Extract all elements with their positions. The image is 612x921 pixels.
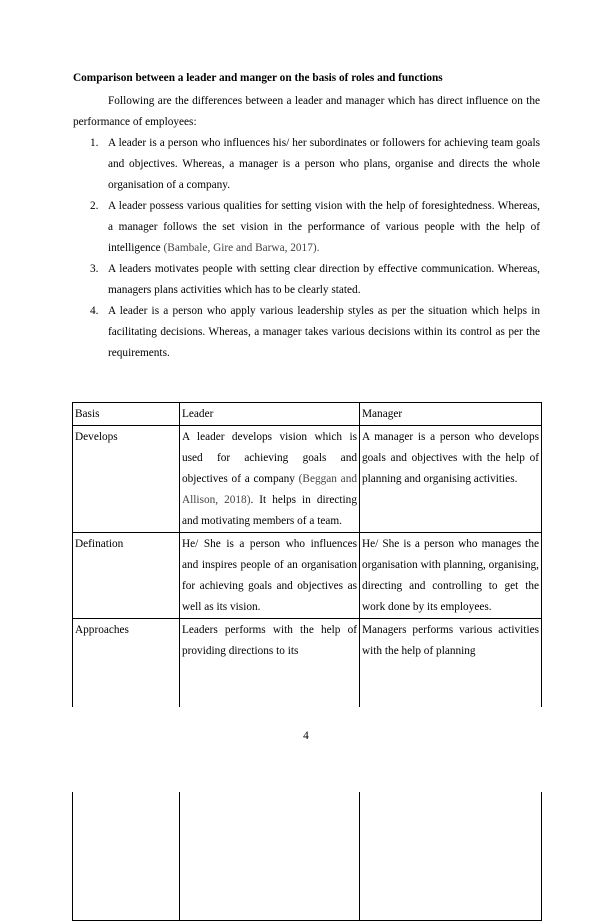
basis-cell: Approaches [73,619,180,921]
leader-text: A leader develops vision which is used for achieving goals and objectives of a company [182,431,357,485]
header-leader: Leader [180,403,360,426]
list-number: 3. [90,263,99,275]
list-item [73,301,540,364]
leader-cell: He/ She is a person who influences and inspires people of an organisation for achieving goals and objectives as well as its vision. [180,533,360,619]
list-item [73,259,540,301]
manager-cell: A manager is a person who develops goals and objectives with the help of planning and organising activities. [360,426,542,533]
differences-list [73,133,540,364]
list-number: 2. [90,200,99,212]
list-item-text: A leader possess various qualities for setting vision with the help of foresightedness. Whereas, a manager follows the set vision in the performance of various people with the help of intelligence [108,200,540,254]
page-bottom-margin [0,707,612,792]
list-number: 1. [90,137,99,149]
list-item-text: A leader is a person who apply various leadership styles as per the situation which helps in facilitating decisions. Whereas, a manager takes various decisions within its control as per the requirements. [108,305,540,359]
leader-cell [180,426,360,533]
page-number: 4 [303,730,309,742]
list-number: 4. [90,305,99,317]
citation: (Bambale, Gire and Barwa, 2017). [163,242,320,254]
manager-cell: He/ She is a person who manages the organisation with planning, organising, directing and controlling to get the work done by its employees. [360,533,542,619]
citation: (Beggan and Allison, 2018) [182,473,357,506]
table-row [73,533,542,619]
basis-cell: Defination [73,533,180,619]
list-item [73,133,540,196]
header-manager: Manager [360,403,542,426]
comparison-table [72,402,542,921]
leader-cell: Leaders performs with the help of providing directions to its [180,619,360,921]
table-header-row [73,403,542,426]
list-item-text: A leaders motivates people with setting clear direction by effective communication. Whereas, managers plans activities which has to be clearly stated. [108,263,540,296]
leader-text-cont: . It helps in directing and motivating members of a team. [182,494,357,527]
header-basis: Basis [73,403,180,426]
list-item [73,196,540,259]
intro-paragraph: Following are the differences between a leader and manager which has direct influence on the performance of employees: [73,95,540,128]
basis-cell: Develops [73,426,180,533]
table-row [73,426,542,533]
section-heading: Comparison between a leader and manger on the basis of roles and functions [73,72,443,84]
list-item-text: A leader is a person who influences his/ her subordinates or followers for achieving team goals and objectives. Whereas, a manager is a person who plans, organise and directs the whole organisation of a company. [108,137,540,191]
manager-cell: Managers performs various activities with the help of planning [360,619,542,921]
